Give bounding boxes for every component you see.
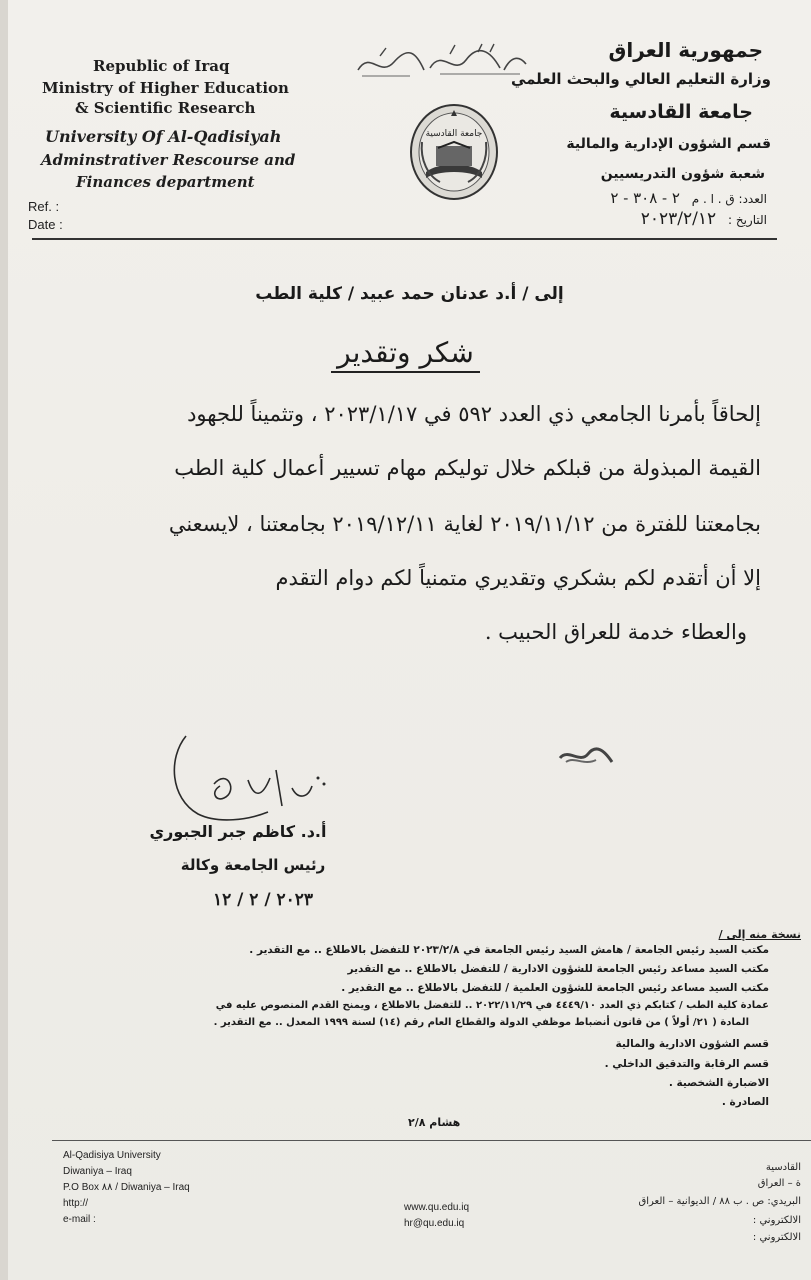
body-line-3: بجامعتنا للفترة من ٢٠١٩/١١/١٢ لغاية ٢٠١٩/١٢/١١ بجامعتنا ، لايسعني — [168, 512, 761, 536]
header-divider — [32, 238, 777, 240]
date-label-en: Date : — [28, 217, 63, 232]
ar-section: شعبة شؤون التدريسيين — [600, 166, 765, 182]
signatory-title: رئيس الجامعة وكالة — [180, 856, 326, 874]
footer-ar-line: الالكتروني : — [752, 1215, 801, 1226]
typist-initials: هشام ٢/٨ — [408, 1116, 461, 1129]
cc-item: مكتب السيد رئيس الجامعة / هامش السيد رئيس الجامعة في ٢٠٢٣/٢/٨ للتفضل بالاطلاع .. مع التقدير . — [249, 944, 769, 956]
ar-number-label: العدد: ق . ا . م — [691, 192, 767, 206]
footer-en-line: Diwaniya – Iraq — [63, 1166, 132, 1177]
ar-university: جامعة القادسية — [609, 101, 753, 123]
subject-text: شكر وتقدير — [331, 336, 480, 373]
letter-page — [8, 0, 811, 1280]
footer-ar-line: البريدي: ص . ب ٨٨ / الديوانية – العراق — [638, 1196, 801, 1207]
cc-item: قسم الشؤون الادارية والمالية — [615, 1038, 769, 1050]
ref-label: Ref. : — [28, 199, 60, 214]
cc-item: مكتب السيد مساعد رئيس الجامعة للشؤون العلمية / للتفضل بالاطلاع .. مع التقدير . — [341, 982, 769, 994]
body-line-2: القيمة المبذولة من قبلكم خلال توليكم مهام تسيير أعمال كلية الطب — [174, 456, 761, 480]
footer-website[interactable]: www.qu.edu.iq — [404, 1202, 470, 1213]
footer-ar-line: القادسية — [765, 1162, 801, 1173]
footer-en-line: P.O Box ٨٨ / Diwaniya – Iraq — [63, 1182, 190, 1193]
subject — [8, 336, 803, 369]
cc-item: مكتب السيد مساعد رئيس الجامعة للشؤون الادارية / للتفضل بالاطلاع .. مع التقدير — [347, 963, 769, 975]
body-line-1: إلحاقاً بأمرنا الجامعي ذي العدد ٥٩٢ في ٢٠٢٣/١/١٧ ، وتثميناً للجهود — [187, 402, 761, 426]
cc-item: الصادرة . — [721, 1096, 769, 1108]
ar-ministry: وزارة التعليم العالي والبحث العلمي — [510, 70, 771, 88]
cc-heading: نسخة منه إلى / — [718, 928, 801, 941]
body-line-5: والعطاء خدمة للعراق الحبيب . — [484, 620, 747, 644]
en-country: Republic of Iraq — [93, 57, 230, 75]
ar-date-value: ٢٠٢٣/٢/١٢ — [640, 209, 717, 229]
signature-date: ٢٠٢٣ / ٢ / ١٢ — [212, 890, 314, 910]
footer-en-line: http:// — [63, 1198, 89, 1209]
footer-ar-line: الالكتروني : — [752, 1232, 801, 1243]
cc-item: قسم الرقابة والتدقيق الداخلي . — [604, 1058, 769, 1070]
university-seal — [408, 102, 500, 202]
body-line-4: إلا أن أتقدم لكم بشكري وتقديري متمنياً لكم دوام التقدم — [275, 566, 761, 590]
cc-item: عمادة كلية الطب / كتابكم ذي العدد ٤٤٤٩/١٠ في ٢٠٢٢/١١/٢٩ .. للتفضل بالاطلاع ، ويمنح القدم المنصوص عليه في — [215, 1000, 769, 1011]
en-department-2: Finances department — [76, 173, 255, 191]
ar-country: جمهورية العراق — [608, 38, 763, 62]
basmala-calligraphy — [350, 40, 530, 88]
en-ministry: Ministry of Higher Education — [42, 79, 289, 97]
en-department: Adminstrativer Rescourse and — [41, 151, 296, 169]
footer-email[interactable]: hr@qu.edu.iq — [404, 1218, 465, 1229]
ink-smudge — [556, 742, 616, 772]
signatory-name: أ.د. كاظم جبر الجبوري — [149, 822, 327, 841]
svg-text:جامعة القادسية: جامعة القادسية — [425, 129, 483, 139]
footer-divider — [52, 1140, 811, 1141]
cc-item: الاضبارة الشخصية . — [668, 1077, 769, 1089]
ar-number-value: ٢ - ٣٠٨ - ٢ — [610, 189, 680, 207]
en-ministry-2: & Scientific Research — [75, 99, 256, 117]
cc-item: المادة ( ٢١/ أولاً ) من قانون أنضباط موظفي الدولة والقطاع العام رقم (١٤) لسنة ١٩٩٩ المعدل .. مع التقدير . — [213, 1017, 749, 1028]
addressee: إلى / أ.د عدنان حمد عبيد / كلية الطب — [255, 284, 564, 304]
ar-department: قسم الشؤون الإدارية والمالية — [566, 136, 771, 152]
ar-date-label: التاريخ : — [727, 213, 767, 227]
ar-date-row — [641, 209, 767, 229]
footer-en-line: e-mail : — [63, 1214, 96, 1225]
footer-en-line: Al-Qadisiya University — [63, 1150, 161, 1161]
signature-scribble — [158, 728, 338, 828]
footer-ar-line: ة – العراق — [757, 1178, 801, 1189]
ar-number-row — [610, 189, 767, 207]
en-university: University Of Al-Qadisiyah — [45, 127, 282, 146]
